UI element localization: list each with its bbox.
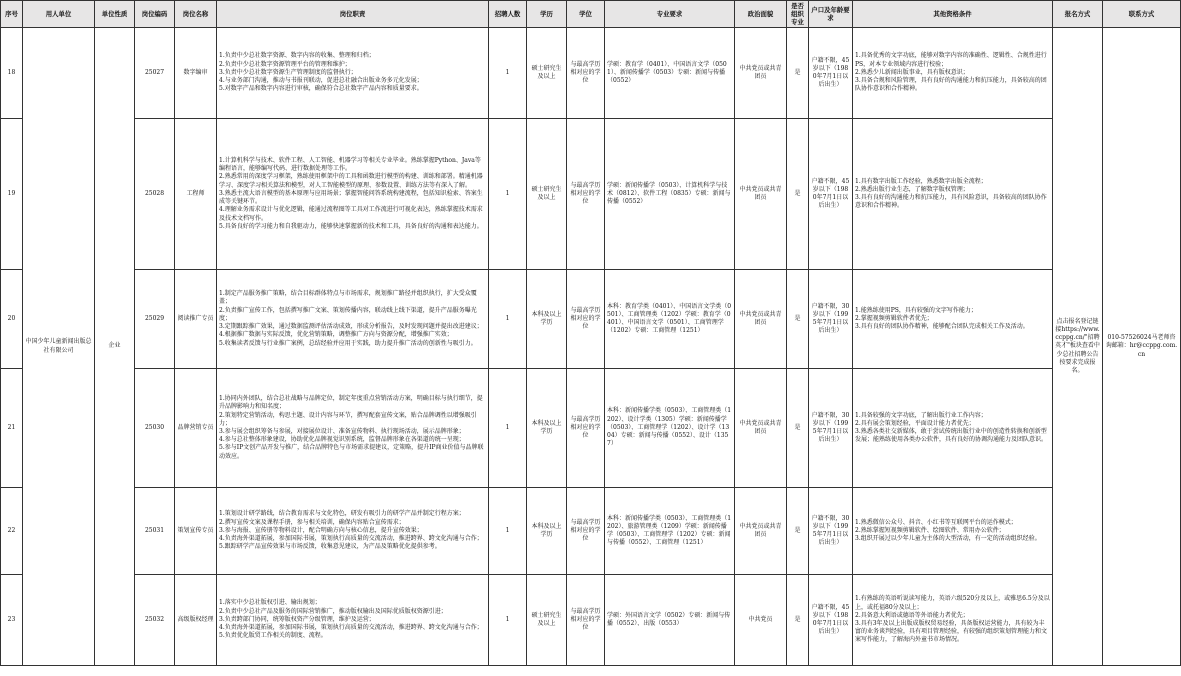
duty-line: 3.负责中少总社数字资源生产管理制度的监督执行； <box>219 68 357 76</box>
duty-line: 3.定期跟踪推广效果，通过数据监测评估活动成效，形成分析报告，及时发现问题并提出改进建议； <box>219 323 483 331</box>
header-apply: 报名方式 <box>1053 1 1103 28</box>
duty-line: 1.制定产品服务推广策略，结合目标群体特点与市场需求，规划推广路径并组织执行，扩大受众覆盖； <box>219 290 477 306</box>
other-line: 1.具备优秀的文字功底，能够对数字内容的准确性、逻辑性、合规性进行PS，对本专业领域内容进行校验； <box>855 52 1047 68</box>
job-code: 25029 <box>135 270 175 369</box>
job-code: 25028 <box>135 119 175 270</box>
duty-line: 2.负责中少总社产品及服务的国际营销推广，推动版权输出及国际优质版权资源引进； <box>219 607 447 615</box>
major-requirement: 学硕：新闻传播学（0503）、计算机科学与技术（0812）、软件工程（0835）专硕：新闻与传播（0552） <box>605 119 735 270</box>
other-line: 3.组织开展过以少年儿童为主体的大型活动，有一定的活动组织经验。 <box>855 535 1041 543</box>
duties-cell <box>217 575 489 666</box>
age-requirement: 户籍不限，30岁以下（1995年7月1日以后出生） <box>809 488 853 575</box>
duty-line: 5.参与IP文创产品开发与推广，结合品牌特色与市场需求提建议，定策略，提升IP商业价值与品牌联动效应。 <box>219 444 484 460</box>
duties-cell <box>217 119 489 270</box>
duties-cell <box>217 270 489 369</box>
other-line: 3.具备合规和风险管理，具有良好的沟通能力和抗压能力，具备较高的团队协作意识和合作精神。 <box>855 77 1047 93</box>
header-unit: 用人单位 <box>23 1 95 28</box>
other-line: 2.具备意大利语或德语等外语能力者优先； <box>855 611 969 619</box>
other-line: 2.熟练掌握短视频剪辑软件、绘图软件、常用办公软件； <box>855 526 1005 534</box>
header-no: 序号 <box>1 1 23 28</box>
other-line: 2.熟悉出版行业生态，了解数字版权管理； <box>855 185 969 193</box>
org-flag: 是 <box>787 369 809 488</box>
duty-line: 3.参与海报、宣传册等物料设计，配合明确方向与核心信息，提升宣传效果； <box>219 526 423 534</box>
job-title: 数字编审 <box>175 28 217 119</box>
other-line: 3.具有3年及以上出版成版权贸易经验，具备版权运营能力，具有较为丰富的业务谈判经验，具有项目管理经验，有较强的组织策划管理能力和文案写作能力，了解海内外童书市场情况。 <box>855 620 1048 644</box>
org-flag: 是 <box>787 28 809 119</box>
job-title: 策划宣传专员 <box>175 488 217 575</box>
other-line: 1.熟悉微信公众号、抖音、小红书等互联网平台的运作模式； <box>855 518 1017 526</box>
other-conditions <box>853 488 1053 575</box>
duty-line: 5.对数字产品和数字内容进行审核，确保符合总社数字产品内容和质量要求。 <box>219 85 423 93</box>
org-flag: 是 <box>787 575 809 666</box>
education: 本科及以上学历 <box>527 369 567 488</box>
education: 硕士研究生及以上 <box>527 28 567 119</box>
education: 本科及以上学历 <box>527 270 567 369</box>
row-no: 23 <box>1 575 23 666</box>
headcount: 1 <box>489 28 527 119</box>
row-no: 22 <box>1 488 23 575</box>
duties-cell <box>217 28 489 119</box>
org-flag: 是 <box>787 119 809 270</box>
age-requirement: 户籍不限，45岁以下（1980年7月1日以后出生） <box>809 575 853 666</box>
degree: 与最高学历相对应的学位 <box>567 369 605 488</box>
age-requirement: 户籍不限，45岁以下（1980年7月1日以后出生） <box>809 119 853 270</box>
age-requirement: 户籍不限，30岁以下（1995年7月1日以后出生） <box>809 270 853 369</box>
duty-line: 5.跟踪研学产品宣传效果与市场反馈，收集意见建议，为产品及策略优化提供参考。 <box>219 543 441 551</box>
duty-line: 3.负责跨部门协同，统筹版权资产分级管理，维护及运营； <box>219 615 375 623</box>
header-count: 招聘人数 <box>489 1 527 28</box>
degree: 与最高学历相对应的学位 <box>567 119 605 270</box>
duty-line: 2.熟悉常用的深度学习框架，熟练使用框架中的工具和函数进行模型的构建、训练和部署。精通机器学习、深度学习相关算法和模型，对人工智能模型的原理、参数设置、训练方法等有深入了解。 <box>219 173 483 189</box>
job-title: 阅读推广专员 <box>175 270 217 369</box>
table-row <box>1 119 1181 270</box>
politics: 中共党员或共青团员 <box>735 28 787 119</box>
job-code: 25032 <box>135 575 175 666</box>
education: 本科及以上学历 <box>527 488 567 575</box>
job-title: 工程师 <box>175 119 217 270</box>
degree: 与最高学历相对应的学位 <box>567 488 605 575</box>
job-title: 品牌营销专员 <box>175 369 217 488</box>
other-line: 3.熟悉各类社交新媒体，敢于尝试传统出版行业中的创造性转换和创新型发展；能熟练使用各类办公软件，具有良好的协调沟通能力及团队意识。 <box>855 428 1048 444</box>
duty-line: 5.具备良好的学习能力和自我驱动力，能够快速掌握新的技术和工具，具备良好的沟通和表达能力。 <box>219 222 483 230</box>
duty-line: 5.负责优化版贸工作相关的制度、流程。 <box>219 632 327 640</box>
other-conditions <box>853 575 1053 666</box>
nature-cell: 企业 <box>95 28 135 666</box>
other-conditions <box>853 369 1053 488</box>
table-row <box>1 488 1181 575</box>
header-title: 岗位名称 <box>175 1 217 28</box>
unit-cell: 中国少年儿童新闻出版总社有限公司 <box>23 28 95 666</box>
major-requirement: 学硕：外国语言文学（0502）专硕：新闻与传播（0552）、出版（0553） <box>605 575 735 666</box>
row-no: 21 <box>1 369 23 488</box>
job-title: 高级版权经理 <box>175 575 217 666</box>
major-requirement: 本科：新闻传播学类（0503）、工商管理类（1202）、设计学类（1305）学硕：新闻传播学（0503）、工商管理学（1202）、设计学（1304）专硕：新闻与传播（0552）、设计（1357） <box>605 369 735 488</box>
age-requirement: 户籍不限，30岁以下（1995年7月1日以后出生） <box>809 369 853 488</box>
other-line: 2.具有展会策划经验，平面设计能力者优先； <box>855 419 975 427</box>
duties-cell <box>217 369 489 488</box>
duty-line: 1.负责中少总社数字资源、数字内容的收集、整理和归档； <box>219 52 375 60</box>
politics: 中共党员 <box>735 575 787 666</box>
headcount: 1 <box>489 575 527 666</box>
table-row <box>1 575 1181 666</box>
duty-line: 1.计算机科学与技术、软件工程、人工智能、机器学习等相关专业毕业。熟练掌握Python、Java等编程语言，能够编写代码、进行数据处理等工作。 <box>219 157 481 173</box>
row-no: 19 <box>1 119 23 270</box>
table-row <box>1 28 1181 119</box>
duties-cell <box>217 488 489 575</box>
other-line: 1.具备较强的文字功底，了解出版行业工作内容； <box>855 411 987 419</box>
major-requirement: 本科：新闻传播学类（0503）、工商管理类（1202）、旅游管理类（1209）学硕：新闻传播学（0503）、工商管理学（1202）专硕：新闻与传播（0552）、工商管理（1251） <box>605 488 735 575</box>
job-code: 25027 <box>135 28 175 119</box>
header-age: 户口及年龄要求 <box>809 1 853 28</box>
row-no: 20 <box>1 270 23 369</box>
duty-line: 4.根据推广数据与实际反馈，优化营销策略，调整推广方向与资源分配，增强推广实效； <box>219 331 453 339</box>
org-flag: 是 <box>787 270 809 369</box>
politics: 中共党员或共青团员 <box>735 488 787 575</box>
duty-line: 1.落实中少总社版权引进、输出规划； <box>219 599 321 607</box>
other-line: 2.熟悉少儿新闻出版事业，具有版权意识； <box>855 68 969 76</box>
duty-line: 1.策划设计研学路线，结合教育需求与文化特色，研发有吸引力的研学产品并制定行程方案； <box>219 510 465 518</box>
headcount: 1 <box>489 369 527 488</box>
job-code: 25031 <box>135 488 175 575</box>
education: 硕士研究生及以上 <box>527 575 567 666</box>
header-code: 岗位编码 <box>135 1 175 28</box>
header-degree: 学位 <box>567 1 605 28</box>
duty-line: 4.负责海外渠道拓展，参加国际书展，策划执行高质量的交流活动，推进跨界、跨文化沟通与合作； <box>219 624 483 632</box>
headcount: 1 <box>489 119 527 270</box>
headcount: 1 <box>489 270 527 369</box>
duty-line: 2.负责推广宣传工作，包括撰写推广文案、策划传播内容，联动线上线下渠道，提升产品服务曝光度； <box>219 306 477 322</box>
education: 硕士研究生及以上 <box>527 119 567 270</box>
age-requirement: 户籍不限，45岁以下（1980年7月1日以后出生） <box>809 28 853 119</box>
politics: 中共党员或共青团员 <box>735 119 787 270</box>
header-other: 其他资格条件 <box>853 1 1053 28</box>
duty-line: 2.负责中少总社数字资源管理平台的管理和维护； <box>219 60 351 68</box>
table-row <box>1 369 1181 488</box>
other-line: 1.具有数字出版工作经验，熟悉数字出版全流程； <box>855 177 987 185</box>
degree: 与最高学历相对应的学位 <box>567 28 605 119</box>
duty-line: 2.策划特定营销活动，构思主题、设计内容与环节，撰写配套宣传文案，贴合品牌调性以增强吸引力； <box>219 411 477 427</box>
duty-line: 4.参与总社整体形象建设，协助优化品牌视觉识别系统，监督品牌形象在各渠道的统一呈现； <box>219 436 465 444</box>
row-no: 18 <box>1 28 23 119</box>
other-line: 2.掌握视频剪辑软件者优先； <box>855 314 933 322</box>
header-org: 是否组织专业 <box>787 1 809 28</box>
header-row <box>1 1 1181 28</box>
org-flag: 是 <box>787 488 809 575</box>
duty-line: 5.收集读者反馈与行业推广案例，总结经验并应用于实践，助力提升推广活动的创新性与吸引力。 <box>219 339 477 347</box>
duty-line: 4.负责海外渠道拓展，参加国际书展，策划执行高质量的交流活动，推进跨界、跨文化沟通与合作； <box>219 535 483 543</box>
headcount: 1 <box>489 488 527 575</box>
header-edu: 学历 <box>527 1 567 28</box>
major-requirement: 学硕：教育学（0401）、中国语言文学（0501）、新闻传播学（0503）专硕：新闻与传播（0552） <box>605 28 735 119</box>
degree: 与最高学历相对应的学位 <box>567 575 605 666</box>
other-line: 1.有熟练的英语听说读写能力，英语六级520分及以上，或雅思6.5分及以上，或托福80分及以上； <box>855 595 1050 611</box>
duty-line: 4.理解业务需求设计与优化逻辑，能通过流程图等工具对工作流进行可视化表达，熟练掌握技术需求及技术文档写作。 <box>219 206 483 222</box>
duty-line: 3.参与展会组织筹备与参展，对接展位设计、准备宣传物料、执行现场活动，展示品牌形象； <box>219 428 465 435</box>
other-line: 3.具有良好的沟通能力和抗压能力，具有风险意识，具备较高的团队协作意识和合作精神。 <box>855 194 1047 210</box>
other-line: 3.具有良好的团队协作精神，能够配合团队完成相关工作及活动。 <box>855 323 1029 331</box>
duty-line: 1.协同内外团队，结合总社战略与品牌定位，制定年度重点营销活动方案，明确目标与执行细节，提升品牌影响力和知名度； <box>219 395 483 411</box>
other-conditions <box>853 270 1053 369</box>
major-requirement: 本科：教育学类（0401）、中国语言文学类（0501）、工商管理类（1202）学硕：教育学（0401）、中国语言文学（0501）、工商管理学（1202）专硕：工商管理（1251） <box>605 270 735 369</box>
duty-line: 4.与业务部门沟通，推动与书报刊联动，促进总社融合出版业务多元化发展； <box>219 77 423 85</box>
table-row <box>1 270 1181 369</box>
header-contact: 联系方式 <box>1103 1 1181 28</box>
header-duties: 岗位职责 <box>217 1 489 28</box>
other-line: 1.能熟练使用PS，具有较强的文字写作能力； <box>855 306 977 314</box>
apply-method: 点击报名登记链接https://www.ccppg.cn/"招聘英才"板块查看中少总社招聘公告按要求完成报名。 <box>1053 28 1103 666</box>
politics: 中共党员或共青团员 <box>735 369 787 488</box>
other-conditions <box>853 119 1053 270</box>
degree: 与最高学历相对应的学位 <box>567 270 605 369</box>
politics: 中共党员或共青团员 <box>735 270 787 369</box>
other-conditions <box>853 28 1053 119</box>
duty-line: 2.撰写宣传文案及课程手册，参与相关培训，确保内容贴合宣传需求； <box>219 518 405 526</box>
header-politics: 政治面貌 <box>735 1 787 28</box>
header-major: 专业要求 <box>605 1 735 28</box>
header-nature: 单位性质 <box>95 1 135 28</box>
job-code: 25030 <box>135 369 175 488</box>
contact-info: 010-57526024马老师咨询邮箱：hr@ccppg.com.cn <box>1103 28 1181 666</box>
duty-line: 3.熟悉主流大语言模型的基本原理与应用场景；掌握智能问答系统构建流程，包括知识检索、答案生成等关键环节。 <box>219 189 483 206</box>
